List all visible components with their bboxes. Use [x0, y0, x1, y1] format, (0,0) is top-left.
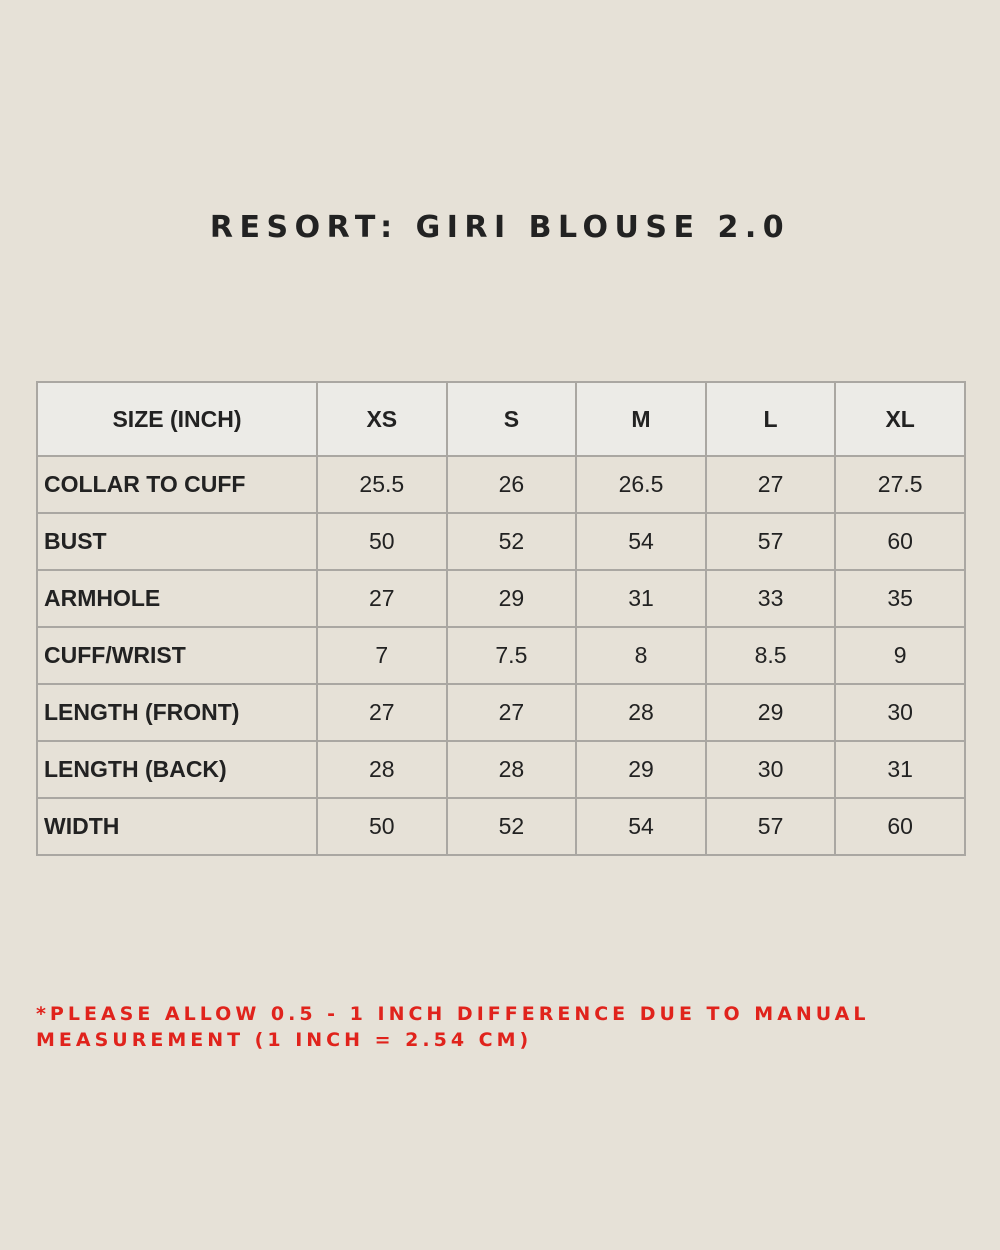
table-cell: 30	[835, 684, 965, 741]
measurement-note	[36, 1001, 936, 1053]
table-cell: 52	[447, 513, 577, 570]
table-cell: 29	[706, 684, 836, 741]
header-xs: XS	[317, 382, 447, 456]
page-title: RESORT: GIRI BLOUSE 2.0	[209, 210, 791, 245]
table-cell: 7	[317, 627, 447, 684]
size-chart-table	[36, 381, 966, 856]
table-cell: 27	[706, 456, 836, 513]
table-cell: 50	[317, 798, 447, 855]
row-label: COLLAR TO CUFF	[37, 456, 317, 513]
header-l: L	[706, 382, 836, 456]
table-cell: 54	[576, 513, 706, 570]
table-cell: 26.5	[576, 456, 706, 513]
header-xl: XL	[835, 382, 965, 456]
table-row	[37, 513, 965, 570]
table-cell: 30	[706, 741, 836, 798]
table-cell: 28	[447, 741, 577, 798]
table-cell: 28	[576, 684, 706, 741]
table-cell: 57	[706, 798, 836, 855]
table-header-row	[37, 382, 965, 456]
table-cell: 60	[835, 798, 965, 855]
table-cell: 29	[447, 570, 577, 627]
table-cell: 8.5	[706, 627, 836, 684]
row-label: ARMHOLE	[37, 570, 317, 627]
table-row	[37, 570, 965, 627]
table-cell: 25.5	[317, 456, 447, 513]
row-label: WIDTH	[37, 798, 317, 855]
table-cell: 7.5	[447, 627, 577, 684]
measurement-note-line-2: MEASUREMENT (1 INCH = 2.54 CM)	[36, 1029, 533, 1051]
table-cell: 54	[576, 798, 706, 855]
table-cell: 29	[576, 741, 706, 798]
table-row	[37, 798, 965, 855]
table-row	[37, 684, 965, 741]
table-cell: 33	[706, 570, 836, 627]
table-cell: 27	[447, 684, 577, 741]
table-row	[37, 627, 965, 684]
table-cell: 27	[317, 570, 447, 627]
row-label: CUFF/WRIST	[37, 627, 317, 684]
table-cell: 26	[447, 456, 577, 513]
measurement-note-line-1: *PLEASE ALLOW 0.5 - 1 INCH DIFFERENCE DUE TO MANUAL	[36, 1003, 870, 1025]
table-cell: 50	[317, 513, 447, 570]
table-row	[37, 741, 965, 798]
table-row	[37, 456, 965, 513]
table-cell: 52	[447, 798, 577, 855]
header-size-inch: SIZE (INCH)	[37, 382, 317, 456]
table-cell: 27.5	[835, 456, 965, 513]
table-cell: 8	[576, 627, 706, 684]
header-s: S	[447, 382, 577, 456]
table-cell: 27	[317, 684, 447, 741]
table-cell: 35	[835, 570, 965, 627]
row-label: LENGTH (BACK)	[37, 741, 317, 798]
table-cell: 57	[706, 513, 836, 570]
table-cell: 28	[317, 741, 447, 798]
table-cell: 60	[835, 513, 965, 570]
table-cell: 31	[576, 570, 706, 627]
table-cell: 9	[835, 627, 965, 684]
row-label: LENGTH (FRONT)	[37, 684, 317, 741]
row-label: BUST	[37, 513, 317, 570]
header-m: M	[576, 382, 706, 456]
table-cell: 31	[835, 741, 965, 798]
